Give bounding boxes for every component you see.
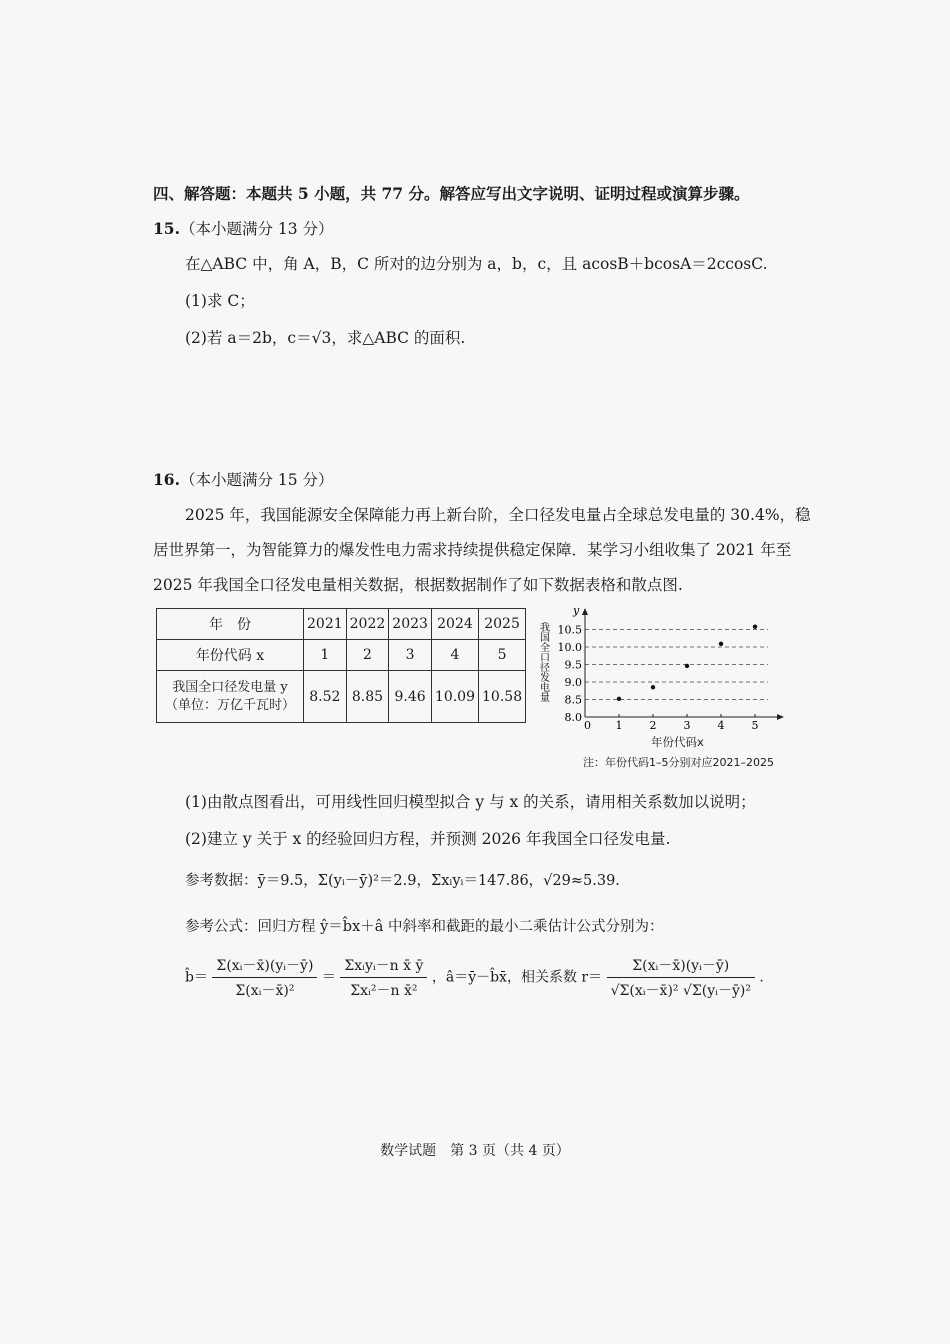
section-header: 四、解答题：本题共 5 小题，共 77 分。解答应写出文字说明、证明过程或演算步骤。 <box>153 184 750 203</box>
y-tick-label: 9.5 <box>564 658 582 672</box>
data-point <box>719 642 723 646</box>
r-fraction <box>607 955 755 1000</box>
table-cell-code-label: 年份代码 x <box>157 640 304 671</box>
a-hat-and-r-label: ，â＝ȳ－b̂x̄，相关系数 r＝ <box>431 969 603 986</box>
b-hat-fraction-2 <box>340 955 427 1000</box>
q16-number: 16. <box>153 470 180 489</box>
y-tick-label: 8.0 <box>564 711 582 724</box>
x-axis-arrow <box>777 714 784 720</box>
y-axis-arrow <box>582 608 588 615</box>
table-cell-code: 2 <box>346 640 389 671</box>
table-row <box>157 671 526 723</box>
table-cell-code: 5 <box>479 640 526 671</box>
table-cell-code: 3 <box>389 640 432 671</box>
x-tick-label: 5 <box>751 719 759 732</box>
y-tick-label: 10.5 <box>557 623 582 637</box>
y-axis-letter: y <box>573 604 580 617</box>
q16-heading <box>153 468 334 490</box>
table-cell-value: 8.85 <box>346 671 389 723</box>
q16-part1: (1)由散点图看出，可用线性回归模型拟合 y 与 x 的关系，请用相关系数加以说明； <box>185 793 756 811</box>
x-tick-label: 3 <box>683 719 691 732</box>
y-tick-label: 10.0 <box>557 641 582 654</box>
table-cell-code: 4 <box>431 640 478 671</box>
x-tick-label: 4 <box>717 719 725 732</box>
table-cell-value: 8.52 <box>304 671 347 723</box>
table-row <box>157 640 526 671</box>
q15-number: 15. <box>153 219 180 238</box>
data-table <box>156 608 526 723</box>
table-cell-value: 10.58 <box>479 671 526 723</box>
table-cell-year: 2021 <box>304 609 347 640</box>
table-row <box>157 609 526 640</box>
table-cell-year: 2022 <box>346 609 389 640</box>
b-hat-label: b̂＝ <box>185 969 208 986</box>
q15-part2: (2)若 a＝2b，c＝√3，求△ABC 的面积. <box>185 329 466 347</box>
table-cell-year: 2024 <box>431 609 478 640</box>
table-cell-code: 1 <box>304 640 347 671</box>
table-cell-year-label: 年 份 <box>157 609 304 640</box>
formula-end: . <box>759 969 764 986</box>
reference-formula-intro: 参考公式：回归方程 ŷ＝b̂x＋â 中斜率和截距的最小二乘估计公式分别为： <box>185 919 664 935</box>
q16-para1: 2025 年，我国能源安全保障能力再上新台阶，全口径发电量占全球总发电量的 30.4%，稳 <box>185 506 811 524</box>
q16-part2: (2)建立 y 关于 x 的经验回归方程，并预测 2026 年我国全口径发电量. <box>185 830 671 848</box>
y-tick-labels <box>558 624 583 725</box>
data-points <box>617 625 757 702</box>
plot-grid <box>585 630 768 700</box>
table-cell-value: 9.46 <box>389 671 432 723</box>
reference-data: 参考数据：ȳ＝9.5，Σ(yᵢ－ȳ)²＝2.9，Σxᵢyᵢ＝147.86，√29≈5.39. <box>185 873 620 889</box>
page-footer: 数学试题 第 3 页（共 4 页） <box>380 1143 570 1159</box>
fraction-numerator: Σ(xᵢ－x̄)(yᵢ－ȳ) <box>607 955 755 978</box>
regression-formulas <box>185 955 764 1000</box>
value-label-line1: 我国全口径发电量 y <box>172 679 288 695</box>
fraction-denominator: Σxᵢ²－n x̄² <box>350 983 418 999</box>
y-tick-label: 9.0 <box>564 676 582 689</box>
fraction-numerator: Σ(xᵢ－x̄)(yᵢ－ȳ) <box>212 955 317 978</box>
scatter-plot <box>535 600 795 750</box>
origin-label: 0 <box>584 719 591 732</box>
q15-heading <box>153 217 334 239</box>
table-cell-year: 2023 <box>389 609 432 640</box>
equals-sign: ＝ <box>321 969 336 986</box>
value-label-line2: （单位：万亿千瓦时） <box>164 697 295 713</box>
table-cell-value-label <box>157 671 304 723</box>
x-tick-label: 1 <box>615 719 623 732</box>
q15-part1: (1)求 C； <box>185 292 255 310</box>
data-point <box>753 625 757 629</box>
data-point <box>617 697 621 701</box>
data-point <box>651 685 655 689</box>
x-tick-label: 2 <box>649 719 657 732</box>
q15-stem: 在△ABC 中，角 A，B，C 所对的边分别为 a，b，c，且 acosB＋bcosA＝2ccosC. <box>185 255 768 273</box>
fraction-numerator: Σxᵢyᵢ－n x̄ ȳ <box>340 955 427 978</box>
b-hat-fraction-1 <box>212 955 317 1000</box>
q15-score: （本小题满分 13 分） <box>179 220 334 238</box>
fraction-denominator: Σ(xᵢ－x̄)² <box>235 983 295 999</box>
x-axis-label: 年份代码x <box>651 735 704 749</box>
q16-score: （本小题满分 15 分） <box>179 471 334 489</box>
data-point <box>685 664 689 668</box>
y-tick-label: 8.5 <box>564 693 582 707</box>
table-cell-year: 2025 <box>479 609 526 640</box>
y-axis-label: 我国全口径发电量 <box>537 622 549 702</box>
q16-para2: 居世界第一，为智能算力的爆发性电力需求持续提供稳定保障．某学习小组收集了 2021 年至 <box>153 541 792 559</box>
q16-para3: 2025 年我国全口径发电量相关数据，根据数据制作了如下数据表格和散点图. <box>153 576 683 594</box>
fraction-denominator: √Σ(xᵢ－x̄)² √Σ(yᵢ－ȳ)² <box>610 983 751 999</box>
chart-note: 注：年份代码1–5分别对应2021–2025 <box>583 756 774 769</box>
table-cell-value: 10.09 <box>431 671 478 723</box>
